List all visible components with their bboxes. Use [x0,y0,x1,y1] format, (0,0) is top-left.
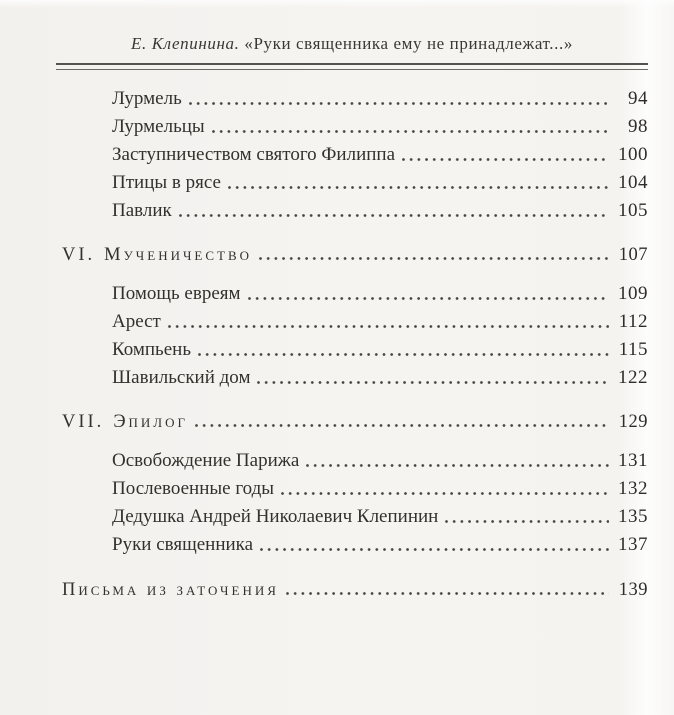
toc-entry-page: 107 [618,245,648,265]
toc-entry [56,141,648,169]
toc-entry-page: 112 [618,311,648,332]
toc-entry [56,475,648,503]
toc-entry-label: Эпилог [113,412,189,432]
toc-entry-page: 115 [618,339,648,360]
toc-entry-label: Шавильский дом [112,367,251,388]
toc-entry-page: 132 [618,478,648,499]
toc-chapter-entry [56,241,648,269]
toc-entry-page: 129 [618,412,648,432]
toc-entry [56,197,648,225]
toc-entry [56,364,648,392]
leader-dots [260,531,609,559]
leader-dots [281,475,609,503]
toc-part-entry [56,576,648,604]
leader-dots [248,280,609,308]
toc-entry-label: Лурмельцы [112,116,205,137]
toc-entry [56,169,648,197]
toc-entry [56,85,648,113]
header-divider-rule [56,63,648,70]
toc-entry-label: Послевоенные годы [112,478,275,499]
toc-entry [56,336,648,364]
toc-entry-label: Лурмель [112,88,182,109]
toc-entry-page: 100 [618,144,648,165]
toc-entry [56,447,648,475]
leader-dots [445,503,609,531]
toc-entry-label: Письма из заточения [62,580,279,600]
leader-dots [257,364,609,392]
toc-entry-page: 105 [618,200,648,221]
header-author: Е. Клепинина. [131,34,240,53]
leader-dots [212,113,609,141]
toc-entry-page: 135 [618,506,648,527]
toc-entry-label: Компьень [112,339,191,360]
leader-dots [259,241,609,269]
toc-entry-page: 139 [618,580,648,600]
leader-dots [168,308,609,336]
leader-dots [198,336,609,364]
page-content [56,34,648,604]
toc-entry-page: 122 [618,367,648,388]
toc-entry-page: 137 [618,534,648,555]
toc-entry-label: Заступничеством святого Филиппа [112,144,396,165]
toc-chapter-number: VI. [62,245,96,265]
toc-entry-page: 98 [628,116,648,137]
running-header [56,34,648,54]
toc-chapter-entry [56,408,648,436]
leader-dots [402,141,609,169]
toc-entry-label: Мученичество [104,245,253,265]
toc-chapter-number: VII. [62,412,105,432]
header-book-title: «Руки священника ему не принадлежат...» [244,34,573,53]
toc-entry-page: 94 [628,88,648,109]
leader-dots [189,85,609,113]
toc-entry [56,308,648,336]
leader-dots [286,576,609,604]
toc-entry-page: 131 [618,450,648,471]
toc-entry [56,113,648,141]
leader-dots [179,197,609,225]
leader-dots [306,447,609,475]
toc-entry-label: Птицы в рясе [112,172,221,193]
leader-dots [228,169,609,197]
toc-entry-label: Павлик [112,200,172,221]
toc-entry-label: Помощь евреям [112,283,241,304]
toc-entry-page: 104 [618,172,648,193]
toc-entry-page: 109 [618,283,648,304]
toc-entry [56,531,648,559]
toc-entry-label: Освобождение Парижа [112,450,300,471]
toc-entry-label: Дедушка Андрей Николаевич Клепинин [112,506,439,527]
table-of-contents [56,85,648,604]
toc-entry [56,503,648,531]
toc-entry-label: Арест [112,311,161,332]
leader-dots [195,408,609,436]
toc-entry [56,280,648,308]
toc-entry-label: Руки священника [112,534,254,555]
